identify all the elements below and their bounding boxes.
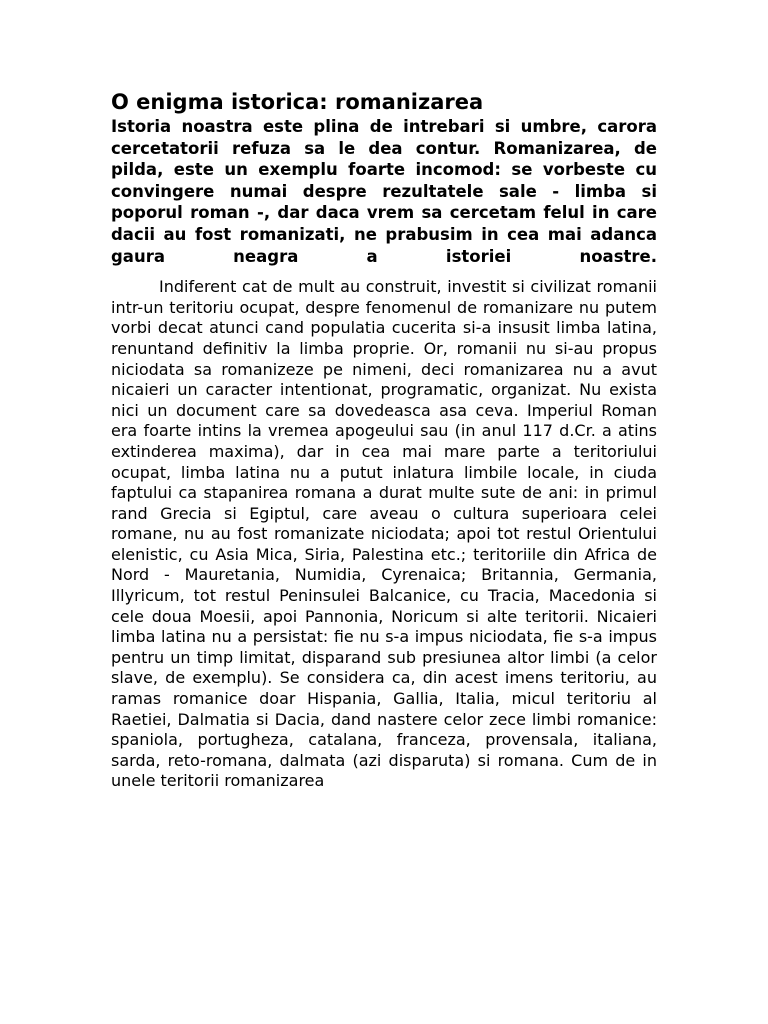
body-paragraph: Indiferent cat de mult au construit, investit si civilizat romanii intr-un teritoriu ocupat, despre fenomenul de romanizare nu putem vorbi decat atunci cand populatia cucerita si-a insusit limba latina, renuntand definitiv la limba proprie. Or, romanii nu si-au propus niciodata sa romanizeze pe nimeni, deci romanizarea nu a avut nicaieri un caracter intentionat, programatic, organizat. Nu exista nici un document care sa dovedeasca asa ceva. Imperiul Roman era foarte intins la vremea apogeului sau (in anul 117 d.Cr. a atins extinderea maxima), dar in cea mai mare parte a teritoriului ocupat, limba latina nu a putut inlatura limbile locale, in ciuda faptului ca stapanirea romana a durat multe sute de ani: in primul rand Grecia si Egiptul, care aveau o cultura superioara celei romane, nu au fost romanizate niciodata; apoi tot restul Orientului elenistic, cu Asia Mica, Siria, Palestina etc.; teritoriile din Africa de Nord - Mauretania, Numidia, Cyrenaica; Britannia, Germania, Illyricum, tot restul Peninsulei Balcanice, cu Tracia, Macedonia si cele doua Moesii, apoi Pannonia, Noricum si alte teritorii. Nicaieri limba latina nu a persistat: fie nu s-a impus niciodata, fie s-a impus pentru un timp limitat, disparand sub presiunea altor limbi (a celor slave, de exemplu). Se considera ca, din acest imens teritoriu, au ramas romanice doar Hispania, Gallia, Italia, micul teritoriu al Raetiei, Dalmatia si Dacia, dand nastere celor zece limbi romanice: spaniola, portugheza, catalana, franceza, provensala, italiana, sarda, reto-romana, dalmata (azi disparuta) si romana. Cum de in unele teritorii romanizarea (111, 277, 657, 791)
document-title: O enigma istorica: romanizarea (111, 90, 484, 114)
intro-paragraph: Istoria noastra este plina de intrebari si umbre, carora cercetatorii refuza sa le dea contur. Romanizarea, de pilda, este un exemplu foarte incomod: se vorbeste cu convingere numai despre rezultatele sale - limba si poporul roman -, dar daca vrem sa cercetam felul in care dacii au fost romanizati, ne prabusim in cea mai adanca gaura neagra a istoriei noastre. (111, 117, 657, 266)
document-page (111, 88, 657, 792)
